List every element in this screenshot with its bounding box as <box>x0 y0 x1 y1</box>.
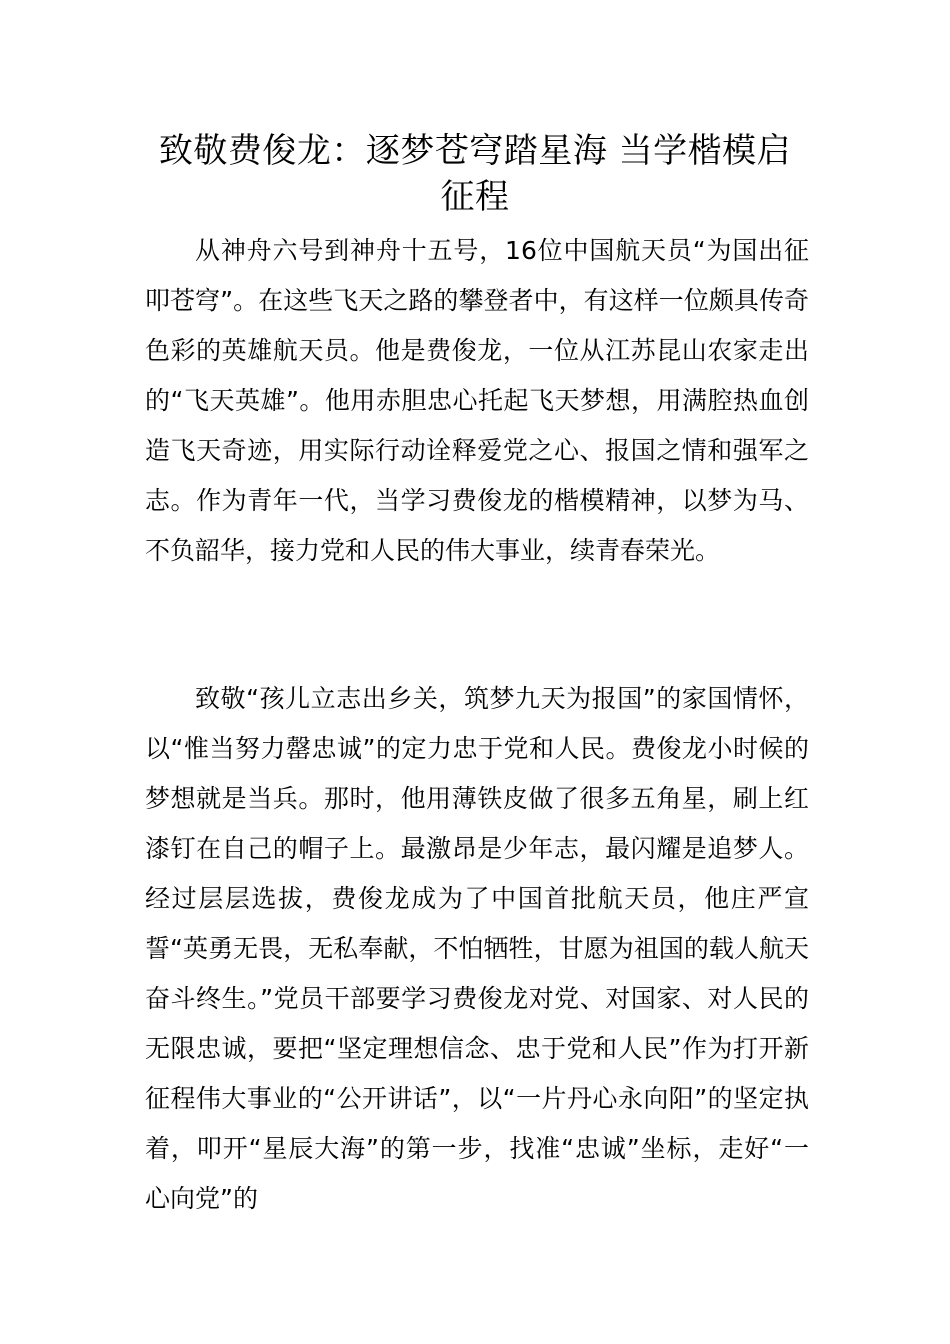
paragraph-body: 致敬“孩儿立志出乡关，筑梦九天为报国”的家国情怀，以“惟当努力罄忠诚”的定力忠于党和人民。费俊龙小时候的梦想就是当兵。那时，他用薄铁皮做了很多五角星，刷上红漆钉在自己的帽子上。最激昂是少年志，最闪耀是追梦人。经过层层选拔，费俊龙成为了中国首批航天员，他庄严宣誓“英勇无畏，无私奉献，不怕牺牲，甘愿为祖国的载人航天奋斗终生。”党员干部要学习费俊龙对党、对国家、对人民的无限忠诚，要把“坚定理想信念、忠于党和人民”作为打开新征程伟大事业的“公开讲话”，以“一片丹心永向阳”的坚定执着，叩开“星辰大海”的第一步，找准“忠诚”坐标，走好“一心向党”的 <box>145 684 809 1213</box>
document-title: 致敬费俊龙：逐梦苍穹踏星海 当学楷模启征程 <box>158 131 792 217</box>
paragraph-intro: 从神舟六号到神舟十五号，16位中国航天员“为国出征叩苍穹”。在这些飞天之路的攀登者中，有这样一位颇具传奇色彩的英雄航天员。他是费俊龙，一位从江苏昆山农家走出的“飞天英雄”。他用赤胆忠心托起飞天梦想，用满腔热血创造飞天奇迹，用实际行动诠释爱党之心、报国之情和强军之志。作为青年一代，当学习费俊龙的楷模精神，以梦为马、不负韶华，接力党和人民的伟大事业，续青春荣光。 <box>145 236 809 565</box>
